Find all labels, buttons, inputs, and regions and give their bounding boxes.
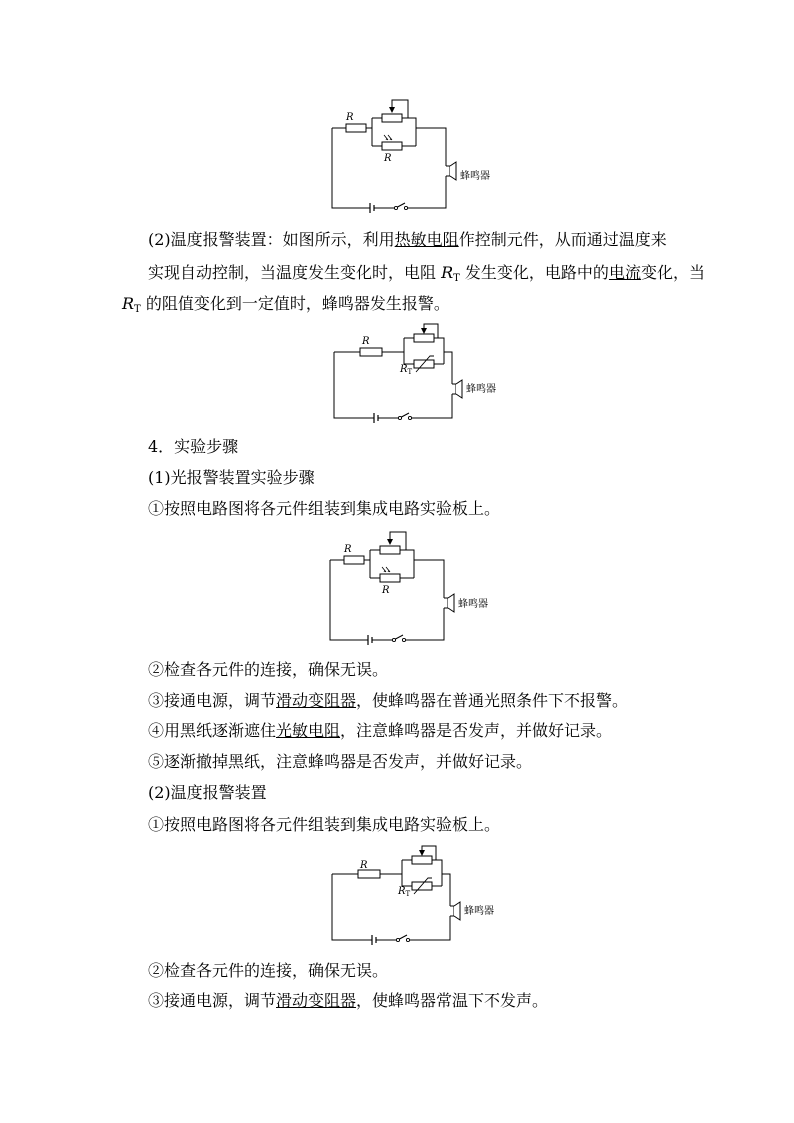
temp-alarm-circuit-diagram-2 (332, 844, 512, 948)
rt-subscript: T (134, 304, 141, 315)
subsection-light-alarm: (1)光报警装置实验步骤 (148, 468, 315, 487)
temp-alarm-line-2 (148, 263, 705, 289)
buzzer-label: 蜂鸣器 (460, 171, 490, 182)
light-step-1: ①按照电路图将各元件组装到集成电路实验板上。 (148, 499, 501, 518)
light-step-3 (148, 691, 628, 711)
section-heading: 4．实验步骤 (148, 437, 239, 456)
light-step-4 (148, 721, 612, 741)
text: 变化，当 (640, 263, 705, 282)
temp-step-2: ②检查各元件的连接，确保无误。 (148, 961, 389, 980)
light-alarm-circuit-diagram-2 (330, 540, 500, 650)
text: 实现自动控制，当温度发生变化时，电阻 (148, 263, 437, 282)
resistor-label: R (360, 860, 368, 871)
photoresistor-term: 光敏电阻 (276, 721, 341, 740)
text: (2)温度报警装置：如图所示，利用 (148, 230, 395, 249)
light-step-5: ⑤逐渐撤掉黑纸，注意蜂鸣器是否发声，并做好记录。 (148, 752, 533, 771)
text: ，使蜂鸣器在普通光照条件下不报警。 (356, 691, 629, 710)
text: 发生变化，电路中的 (464, 263, 609, 282)
resistor-label: R (362, 336, 370, 347)
resistor-label: R (344, 544, 352, 555)
text: ，注意蜂鸣器是否发声，并做好记录。 (340, 721, 613, 740)
rheostat-term: 滑动变阻器 (276, 691, 357, 710)
text: ③接通电源，调节 (148, 691, 277, 710)
light-step-2: ②检查各元件的连接，确保无误。 (148, 660, 389, 679)
text: ，使蜂鸣器常温下不发声。 (356, 991, 549, 1010)
buzzer-label: 蜂鸣器 (464, 906, 494, 917)
text: ③接通电源，调节 (148, 991, 277, 1010)
thermistor-term: 热敏电阻 (394, 230, 459, 249)
rt-symbol: R (122, 294, 135, 313)
thermistor-label: $R_T$ (400, 364, 413, 376)
buzzer-label: 蜂鸣器 (458, 599, 488, 610)
text: 的阻值变化到一定值时，蜂鸣器发生报警。 (145, 294, 450, 313)
temp-step-3 (148, 991, 548, 1011)
light-alarm-circuit-diagram-1 (332, 108, 502, 218)
photoresistor-label: R (382, 585, 390, 596)
temp-alarm-line-1 (148, 230, 667, 250)
temp-step-1: ①按照电路图将各元件组装到集成电路实验板上。 (148, 815, 501, 834)
resistor-label: R (346, 112, 354, 123)
temp-alarm-circuit-diagram-1 (334, 322, 514, 426)
rheostat-term: 滑动变阻器 (276, 991, 357, 1010)
text: 作控制元件，从而通过温度来 (458, 230, 667, 249)
rt-symbol: R (441, 263, 454, 282)
buzzer-label: 蜂鸣器 (466, 384, 496, 395)
text: ④用黑纸逐渐遮住 (148, 721, 277, 740)
subsection-temp-alarm: (2)温度报警装置 (148, 783, 267, 802)
thermistor-label: $R_T$ (398, 886, 411, 898)
current-term: 电流 (608, 263, 641, 282)
photoresistor-label: R (384, 153, 392, 164)
rt-subscript: T (453, 273, 460, 284)
temp-alarm-line-3 (122, 294, 450, 320)
